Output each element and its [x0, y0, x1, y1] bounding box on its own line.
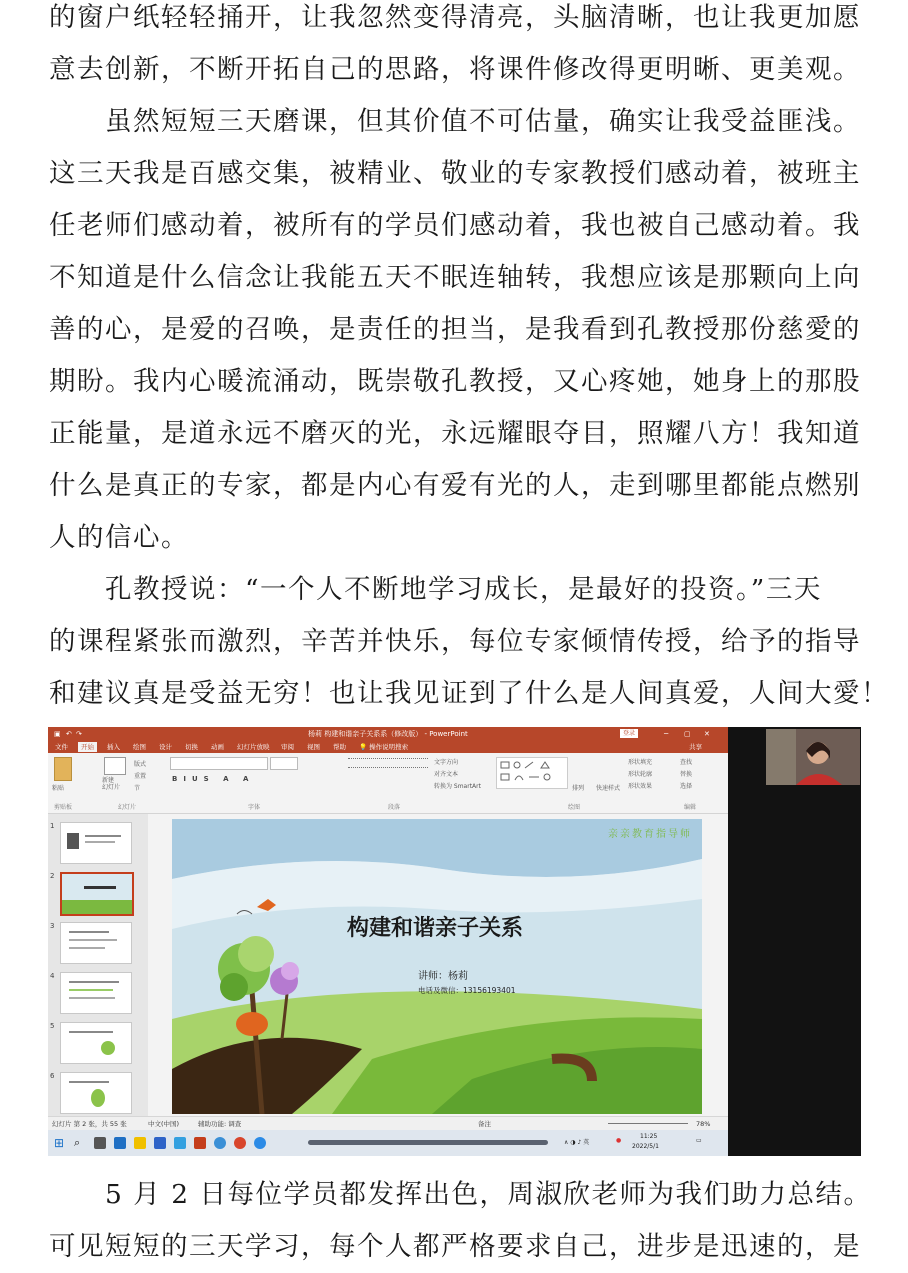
slide-number: 2 [50, 872, 55, 880]
ribbon-tabs [48, 741, 728, 753]
tab-design[interactable]: 设计 [159, 743, 172, 751]
find-button[interactable]: 查找 [680, 759, 693, 766]
tab-insert[interactable]: 插入 [107, 743, 120, 751]
group-drawing: 绘图 [568, 804, 581, 811]
title-bar [48, 727, 728, 741]
paragraph-controls[interactable] [348, 758, 428, 768]
windows-start-icon[interactable]: ⊞ [54, 1136, 65, 1150]
shape-outline-button[interactable]: 形状轮廓 [628, 771, 653, 778]
layout-button[interactable]: 版式 [134, 761, 147, 768]
group-paragraph: 段落 [388, 804, 401, 811]
new-slide-icon[interactable] [104, 757, 126, 775]
slide-corner-text: 亲亲教育指导师 [608, 829, 692, 840]
group-clipboard: 剪贴板 [54, 804, 73, 811]
language-indicator: 中文(中国) [148, 1120, 180, 1128]
slide-thumbnail[interactable] [60, 1072, 132, 1114]
slide-canvas[interactable] [172, 819, 702, 1114]
restore-icon[interactable]: ▢ [684, 730, 691, 738]
minimize-icon[interactable]: ─ [664, 730, 669, 738]
group-font: 字体 [248, 804, 261, 811]
section-button[interactable]: 节 [134, 785, 141, 792]
paragraph-line: 意去创新，不断开拓自己的思路，将课件修改得更明晰、更美观。 [49, 54, 861, 85]
slide-thumbnail[interactable] [60, 1022, 132, 1064]
select-button[interactable]: 选择 [680, 783, 693, 790]
powerpoint-window [48, 727, 728, 1156]
tab-transitions[interactable]: 切换 [185, 743, 198, 751]
tell-me-label: 操作说明搜索 [369, 743, 409, 751]
paragraph-line: 的课程紧张而激烈，辛苦并快乐，每位专家倾情传授，给予的指导 [49, 626, 861, 657]
quick-styles-button[interactable]: 快速样式 [596, 785, 621, 792]
login-button[interactable]: 登录 [620, 729, 638, 738]
paragraph-line: 什么是真正的专家，都是内心有爱有光的人，走到哪里都能点燃别 [49, 470, 861, 501]
app-icon[interactable] [214, 1137, 226, 1149]
align-text-button[interactable]: 对齐文本 [434, 771, 459, 778]
zoom-slider[interactable] [608, 1123, 688, 1124]
font-size-field[interactable] [270, 757, 298, 770]
group-slides: 幻灯片 [118, 804, 137, 811]
paragraph-line: 的窗户纸轻轻捅开，让我忽然变得清亮，头脑清晰，也让我更加愿 [49, 2, 861, 33]
paste-icon[interactable] [54, 757, 72, 781]
slide-thumbnail-pane [48, 814, 148, 1116]
font-format-buttons[interactable]: BIUS A A [172, 775, 255, 783]
ribbon [48, 753, 728, 814]
webcam-preview [766, 729, 860, 785]
redo-icon[interactable]: ↷ [76, 730, 82, 738]
taskbar-date: 2022/5/1 [632, 1143, 659, 1150]
file-explorer-icon[interactable] [134, 1137, 146, 1149]
arrange-button[interactable]: 排列 [572, 785, 585, 792]
slide-thumbnail[interactable] [60, 972, 132, 1014]
paste-label: 粘贴 [52, 785, 65, 792]
action-center-icon[interactable]: ▭ [696, 1137, 702, 1144]
slide-number: 6 [50, 1072, 55, 1080]
webcam-person-image [766, 729, 860, 785]
tab-view[interactable]: 视图 [307, 743, 320, 751]
paragraph-line: 期盼。我内心暖流涌动，既崇敬孔教授，又心疼她，她身上的那股 [49, 366, 861, 397]
search-icon[interactable]: ⌕ [74, 1136, 81, 1149]
chrome-icon[interactable] [234, 1137, 246, 1149]
replace-button[interactable]: 替换 [680, 771, 693, 778]
slide-lecturer: 讲师：杨莉 [418, 971, 468, 982]
reset-button[interactable]: 重置 [134, 773, 147, 780]
slide-number: 5 [50, 1022, 55, 1030]
paragraph-line: 善的心，是爱的召唤，是责任的担当，是我看到孔教授那份慈愛的 [49, 314, 861, 345]
paragraph-line: 5 月 2 日每位学员都发挥出色，周淑欣老师为我们助力总结。 [49, 1179, 872, 1210]
smartart-button[interactable]: 转换为 SmartArt [434, 783, 481, 790]
task-view-icon[interactable] [94, 1137, 106, 1149]
text-direction-button[interactable]: 文字方向 [434, 759, 459, 766]
tab-review[interactable]: 审阅 [281, 743, 294, 751]
shapes-gallery[interactable] [496, 757, 568, 789]
shape-effects-button[interactable]: 形状效果 [628, 783, 653, 790]
slide-number: 1 [50, 822, 55, 830]
shapes-icon [497, 758, 567, 788]
tab-slideshow[interactable]: 幻灯片放映 [237, 743, 270, 751]
tab-file[interactable]: 文件 [55, 743, 68, 751]
tab-draw[interactable]: 绘图 [133, 743, 146, 751]
media-progress-bar[interactable] [308, 1140, 548, 1145]
paragraph-line: 正能量，是道永远不磨灭的光，永远耀眼夺目，照耀八方！我知道 [49, 418, 861, 449]
undo-icon[interactable]: ↶ [66, 730, 72, 738]
slide-thumbnail[interactable] [60, 922, 132, 964]
embedded-screenshot [48, 727, 861, 1156]
notes-button[interactable]: 备注 [478, 1120, 491, 1128]
tray-icons[interactable]: ∧ ◑ ♪ 英 [564, 1139, 590, 1146]
app-icon[interactable] [174, 1137, 186, 1149]
paragraph-line: 任老师们感动着，被所有的学员们感动着，我也被自己感动着。我 [49, 210, 861, 241]
paragraph-line: 可见短短的三天学习，每个人都严格要求自己，进步是迅速的，是 [49, 1231, 861, 1262]
tab-home[interactable]: 开始 [78, 742, 97, 752]
shape-fill-button[interactable]: 形状填充 [628, 759, 653, 766]
status-bar [48, 1116, 728, 1131]
tell-me-search[interactable] [356, 742, 411, 752]
paragraph-line: 虽然短短三天磨课，但其价值不可估量，确实让我受益匪浅。 [49, 106, 861, 137]
powerpoint-icon[interactable] [194, 1137, 206, 1149]
tab-help[interactable]: 帮助 [333, 743, 346, 751]
slide-thumbnail[interactable] [60, 822, 132, 864]
new-slide-label: 新建 幻灯片 [102, 777, 121, 791]
group-editing: 编辑 [684, 804, 697, 811]
font-name-field[interactable] [170, 757, 268, 770]
window-title: 杨莉 构建和谐亲子关系系（修改版） - PowerPoint [308, 730, 468, 738]
paragraph-line: 不知道是什么信念让我能五天不眠连轴转，我想应该是那颗向上向 [49, 262, 861, 293]
taskbar-time: 11:25 [640, 1133, 658, 1140]
slide-number: 4 [50, 972, 55, 980]
slide-number: 3 [50, 922, 55, 930]
slide-count: 幻灯片 第 2 张，共 55 张 [52, 1120, 127, 1128]
tab-animations[interactable]: 动画 [211, 743, 224, 751]
paragraph-line: 孔教授说：“一个人不断地学习成长，是最好的投资。”三天 [49, 574, 822, 605]
edge-icon[interactable] [114, 1137, 126, 1149]
lightbulb-icon: 💡 [359, 743, 368, 751]
share-button[interactable]: 共享 [689, 743, 702, 751]
notification-icon[interactable]: ● [616, 1137, 622, 1144]
slide-title: 构建和谐亲子关系 [347, 916, 524, 941]
accessibility-indicator[interactable]: 辅助功能: 调查 [198, 1120, 242, 1128]
paragraph-line: 这三天我是百感交集，被精业、敬业的专家教授们感动着，被班主 [49, 158, 861, 189]
app-icon[interactable] [254, 1137, 266, 1149]
app-icon[interactable] [154, 1137, 166, 1149]
close-icon[interactable]: ✕ [704, 730, 710, 738]
slide-contact: 电话及微信：13156193401 [418, 986, 516, 995]
slide-thumbnail-selected[interactable] [60, 872, 134, 916]
paragraph-line: 人的信心。 [49, 522, 189, 553]
zoom-level: 78% [696, 1120, 711, 1128]
paragraph-line: 和建议真是受益无穷！也让我见证到了什么是人间真爱，人间大愛！ [49, 678, 889, 709]
save-icon[interactable]: ▣ [54, 730, 61, 738]
windows-taskbar [48, 1130, 728, 1156]
